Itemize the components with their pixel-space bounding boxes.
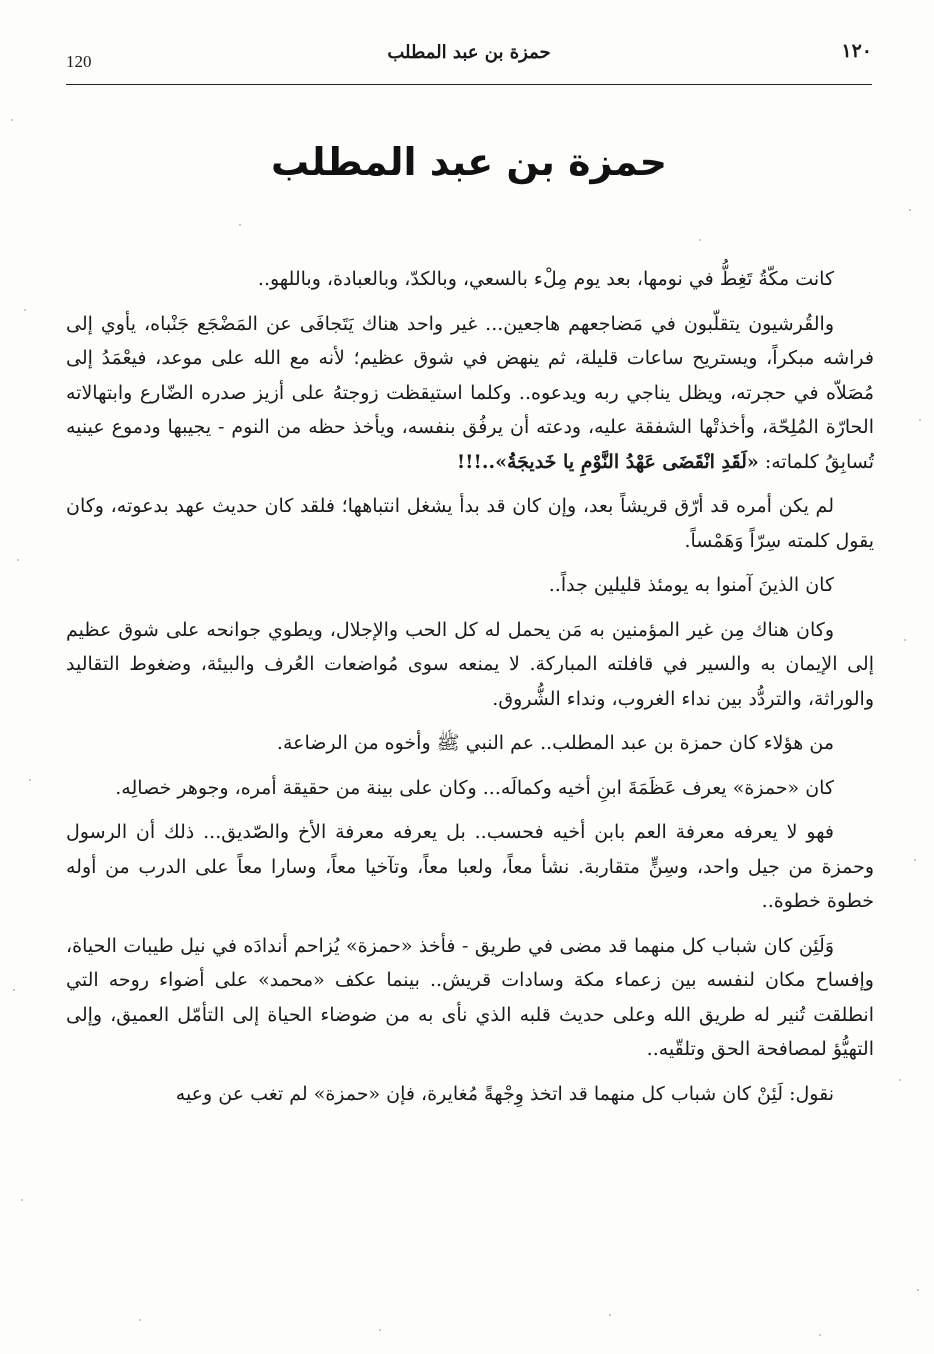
paragraph [66,613,874,717]
paragraph-text: وَلَئِن كان شباب كل منهما قد مضى في طريق - فأخذ «حمزة» يُزاحم أندادَه في نيل طيبات الحياة، وإفساح مكان لنفسه بين زعماء مكة وسادات قريش.. بينما عكف «محمد» على أضواء روحه التي انطلقت تُنير له طريق الله وعلى حديث قلبه الذي نأى به من ضوضاء الحياة إلى التأمّل العميق، وإلى التهيُّؤ لمصافحة الحق وتلقّيه.. [66,934,874,1060]
paragraph-text: والقُرشيون يتقلّبون في مَضاجعهم هاجعين... غير واحد هناك يَتَجافَى عن المَضْجَع جَنْباه، يأوي إلى فراشه مبكراً، ويستريح ساعات قليلة، ثم ينهض في شوق عظيم؛ لأنه مع الله على موعد، فيعْمَدُ إلى مُصَلاّه في حجرته، ويظل يناجي ربه ويدعوه.. وكلما استيقظت زوجتهُ على أزيز صدره الضّارع وابتهالاته الحارّة المُلِحّة، وأخذتْها الشفقة عليه، ودعته أن يرفُق بنفسه، ويأخذ حظه من النوم - يجيبها ودموع عينيه تُسابِقُ كلماته: [66,312,874,473]
paragraph-text: كان الذينَ آمنوا به يومئذ قليلين جداً.. [548,574,834,596]
paragraph [66,771,874,806]
paragraph [66,815,874,919]
paragraph-text: كانت مكّةُ تَغِطُّ في نومها، بعد يوم مِلْء بالسعي، وبالكدّ، وبالعبادة، وباللهو.. [257,268,834,290]
paragraph [66,262,874,297]
paragraph [66,929,874,1067]
paragraph [66,1077,874,1112]
paragraph [66,568,874,603]
paragraph-text: فهو لا يعرفه معرفة العم بابن أخيه فحسب.. بل يعرفه معرفة الأخ والصّديق... ذلك أن الرسول وحمزة من جيل واحد، وسِنٍّ متقاربة. نشأ معاً، ولعبا معاً، وتآخيا معاً، وسارا معاً على الدرب من أوله خطوة خطوة.. [66,821,874,912]
paragraph-text: كان «حمزة» يعرف عَظَمَةَ ابنِ أخيه وكمالَه... وكان على بينة من حقيقة أمره، وجوهر خصالِه. [115,776,834,799]
body-text [66,262,874,1121]
running-title: حمزة بن عبد المطلب [387,42,551,63]
paragraph [66,489,874,558]
paragraph [66,726,874,761]
page-number-latin: 120 [66,52,92,71]
paragraph-text: وكان هناك مِن غير المؤمنين به مَن يحمل له كل الحب والإجلال، ويطوي جوانحه على شوق عظيم إلى الإيمان به والسير في قافلته المباركة. لا يمنعه سوى مُواضعات العُرف والبيئة، وضغوط التقاليد والوراثة، والتردُّد بين نداء الغروب، ونداء الشُّروق. [66,618,874,710]
paragraph [66,307,874,480]
page-header [66,38,872,85]
paragraph-text: من هؤلاء كان حمزة بن عبد المطلب.. عم النبي ﷺ وأخوه من الرضاعة. [276,732,834,754]
khadija-quote: «لَقَدِ انْقَضَى عَهْدُ النَّوْمِ يا خَديجَةُ»..!!! [456,450,759,473]
paragraph-text: نقول: لَئِنْ كان شباب كل منهما قد اتخذ وِجْهةً مُغايرة، فإن «حمزة» لم تغب عن وعيه [175,1082,834,1105]
paragraph-text: لم يكن أمره قد أرّق قريشاً بعد، وإن كان قد بدأ يشغل انتباهها؛ فلقد كان حديث عهد بدعوته، وكان يقول كلمته سِرّاً وَهَمْساً. [66,495,874,552]
chapter-title: حمزة بن عبد المطلب [270,140,668,184]
page-number-arabic: ١٢٠ [841,40,872,62]
